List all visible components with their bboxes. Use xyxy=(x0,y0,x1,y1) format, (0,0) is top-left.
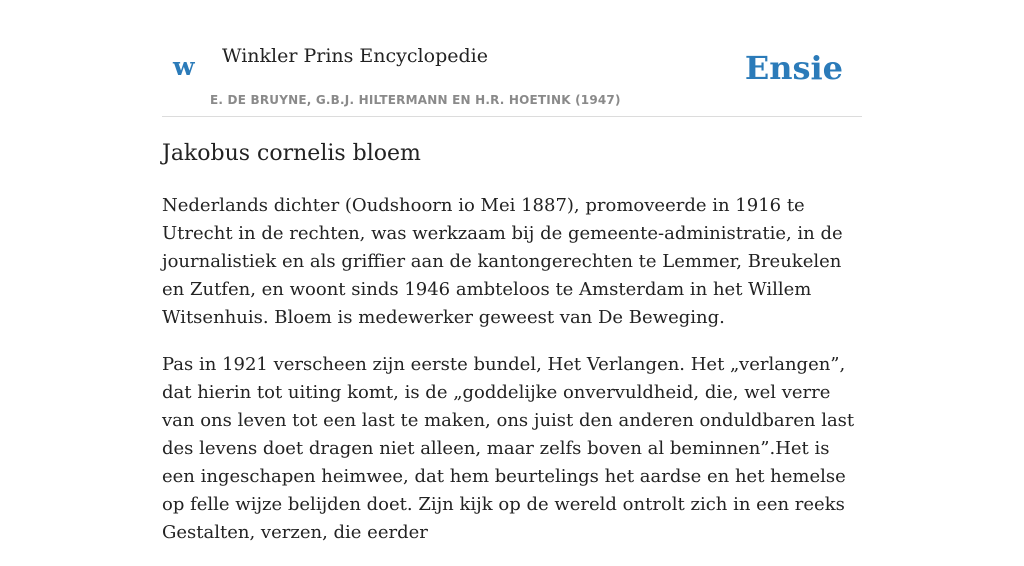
publication-authors: E. DE BRUYNE, G.B.J. HILTERMANN EN H.R. HOETINK (1947) xyxy=(210,93,621,107)
publication-title[interactable]: Winkler Prins Encyclopedie xyxy=(222,45,488,67)
article-paragraph: Nederlands dichter (Oudshoorn io Mei 1887), promoveerde in 1916 te Utrecht in de rechten, was werkzaam bij de gemeente-administratie, in de journalistiek en als griffier aan de kantongerechten te Lemmer, Breukelen en Zutfen, en woont sinds 1946 ambteloos te Amsterdam in het Willem Witsenhuis. Bloem is medewerker geweest van De Beweging. xyxy=(162,195,843,328)
site-header xyxy=(162,0,862,117)
article-paragraph: Pas in 1921 verscheen zijn eerste bundel, Het Verlangen. Het „verlangen”, dat hierin tot uiting komt, is de „goddelijke onvervuldheid, die, wel verre van ons leven tot een last te maken, ons juist den anderen onduldbaren last des levens doet dragen niet alleen, maar zelfs boven al beminnen”.Het is een ingeschapen heimwee, dat hem beurtelings het aardse en het hemelse op felle wijze belijden doet. Zijn kijk op de wereld ontrolt zich in een reeks Gestalten, verzen, die eerder xyxy=(162,354,855,543)
ensie-logo-link[interactable]: Ensie xyxy=(744,49,843,87)
article-body xyxy=(162,192,866,566)
publication-logo[interactable]: w xyxy=(173,52,195,81)
article-title: Jakobus cornelis bloem xyxy=(162,141,421,166)
